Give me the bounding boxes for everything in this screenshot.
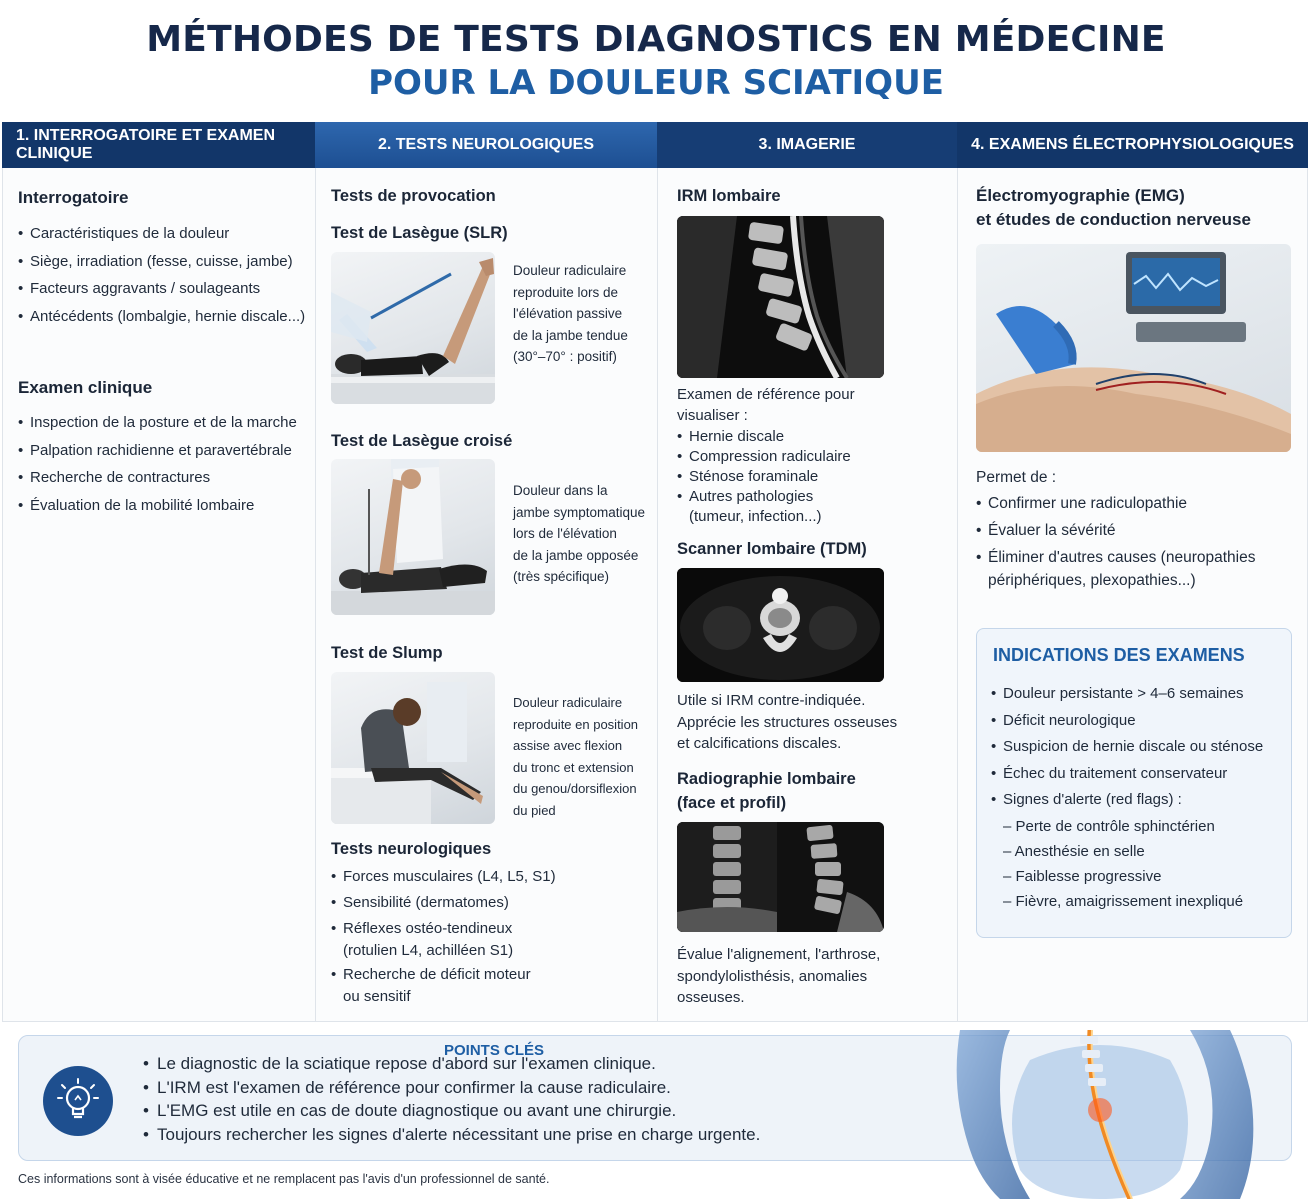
irm-image [677,216,884,378]
examen-clinique-list [18,409,308,519]
lasegue-croise-photo [331,459,495,615]
list-item: • Signes d'alerte (red flags) : [991,787,1263,814]
radio-image [677,822,884,932]
red-flag-item: – Perte de contrôle sphinctérien [1003,817,1215,835]
spine-illustration [940,1030,1260,1199]
irm-list [677,427,907,527]
list-item: • Évaluation de la mobilité lombaire [18,492,308,520]
red-flag-item: – Faiblesse progressive [1003,867,1162,885]
lasegue-croise-heading: Test de Lasègue croisé [331,432,513,450]
key-points-title: POINTS CLÉS [444,1042,545,1059]
list-item: • Déficit neurologique [991,708,1263,735]
column-divider [315,168,316,1022]
list-item: • Autres pathologies (tumeur, infection...) [677,487,847,527]
column-header-bar [2,122,1308,168]
scanner-description: Utile si IRM contre-indiquée. Apprécie les structures osseuses et calcifications discales. [677,692,898,752]
column-header-3: 3. IMAGERIE [657,122,957,168]
slump-description: Douleur radiculaire reproduite en position assise avec flexion du tronc et extension du genou/dorsiflexion du pied [513,695,639,818]
list-item: • Forces musculaires (L4, L5, S1) [331,864,641,890]
list-item: • Facteurs aggravants / soulageants [18,275,308,303]
list-item: • Échec du traitement conservateur [991,761,1263,788]
list-item: • Évaluer la sévérité [976,518,1281,545]
title-line-2: POUR LA DOULEUR SCIATIQUE [368,63,944,103]
red-flag-item: – Anesthésie en selle [1003,842,1145,860]
list-item: • Confirmer une radiculopathie [976,491,1281,518]
lightbulb-icon [43,1066,113,1136]
lasegue-description: Douleur radiculaire reproduite lors de l'élévation passive de la jambe tendue (30°–70° : positif) [513,263,628,364]
irm-intro: Examen de référence pour visualiser : [677,386,855,424]
disclaimer-footer: Ces informations sont à visée éducative et ne remplacent pas l'avis d'un professionnel de santé. [18,1172,550,1186]
permet-list [976,491,1281,592]
list-item: • L'EMG est utile en cas de doute diagnostique ou avant une chirurgie. [143,1099,760,1123]
indications-title: INDICATIONS DES EXAMENS [993,645,1245,665]
interrogatoire-list [18,220,308,330]
column-header-4: 4. EXAMENS ÉLECTROPHYSIOLOGIQUES [957,122,1308,168]
list-item: • Recherche de contractures [18,464,308,492]
column-divider [957,168,958,1022]
lasegue-photo [331,252,495,404]
list-item: • Caractéristiques de la douleur [18,220,308,248]
list-item: • Réflexes ostéo-tendineux (rotulien L4, achilléen S1) [331,916,541,962]
radio-heading: Radiographie lombaire (face et profil) [677,770,856,812]
list-item: • Compression radiculaire [677,447,907,467]
column-divider [657,168,658,1022]
indications-box [976,628,1292,938]
list-item: • Toujours rechercher les signes d'alerte nécessitant une prise en charge urgente. [143,1123,760,1147]
list-item: • Le diagnostic de la sciatique repose d'abord sur l'examen clinique. [143,1052,760,1076]
lasegue-heading: Test de Lasègue (SLR) [331,224,508,242]
column-header-2: 2. TESTS NEUROLOGIQUES [315,122,657,168]
list-item: • Douleur persistante > 4–6 semaines [991,681,1263,708]
list-item: • Palpation rachidienne et paravertébrale [18,437,308,465]
slump-heading: Test de Slump [331,644,443,662]
list-item: • Inspection de la posture et de la marche [18,409,308,437]
indications-list [991,681,1263,914]
scanner-image [677,568,884,682]
title-line-1: MÉTHODES DE TESTS DIAGNOSTICS EN MÉDECINE [146,19,1166,60]
tests-neuro-heading: Tests neurologiques [331,840,492,858]
list-item: • Sténose foraminale [677,467,907,487]
scanner-heading: Scanner lombaire (TDM) [677,540,867,558]
page-title [0,18,1312,104]
permet-label: Permet de : [976,469,1057,486]
irm-heading: IRM lombaire [677,187,781,205]
list-item: • Recherche de déficit moteur ou sensitif [331,962,541,1008]
radio-description: Évalue l'alignement, l'arthrose, spondylolisthésis, anomalies osseuses. [677,946,881,1006]
red-flag-item: – Fièvre, amaigrissement inexpliqué [1003,892,1244,910]
column-header-1: 1. INTERROGATOIRE ET EXAMEN CLINIQUE [2,122,315,168]
list-item: • Éliminer d'autres causes (neuropathies périphériques, plexopathies...) [976,544,1281,592]
slump-photo [331,672,495,824]
lasegue-croise-description: Douleur dans la jambe symptomatique lors de l'élévation de la jambe opposée (très spécifique) [513,483,646,584]
tests-neuro-list [331,864,641,1008]
list-item: • Suspicion de hernie discale ou sténose [991,734,1263,761]
key-points-list [143,1052,760,1146]
provocation-heading: Tests de provocation [331,187,496,205]
list-item: • L'IRM est l'examen de référence pour confirmer la cause radiculaire. [143,1076,760,1100]
list-item: • Antécédents (lombalgie, hernie discale...) [18,303,308,331]
examen-clinique-heading: Examen clinique [18,378,153,397]
list-item: • Siège, irradiation (fesse, cuisse, jambe) [18,248,308,276]
emg-heading: Électromyographie (EMG) et études de conduction nerveuse [976,186,1251,229]
list-item: • Sensibilité (dermatomes) [331,890,641,916]
emg-photo [976,244,1291,452]
interrogatoire-heading: Interrogatoire [18,188,129,207]
list-item: • Hernie discale [677,427,907,447]
